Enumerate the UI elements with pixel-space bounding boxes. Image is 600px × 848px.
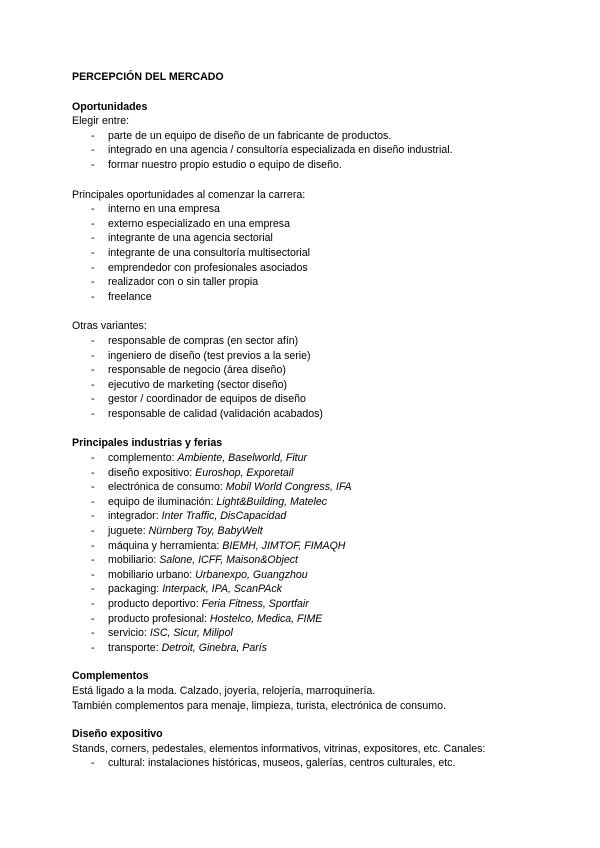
industry-label: packaging:	[108, 583, 160, 596]
bullet-dash: -	[91, 452, 95, 465]
industry-item	[72, 539, 572, 554]
diseno-expositivo-intro: Stands, corners, pedestales, elementos informativos, vitrinas, expositores, etc. Canales:	[72, 742, 486, 755]
bullet-dash: -	[91, 203, 95, 216]
bullet-dash: -	[91, 290, 95, 303]
list-item-text: emprendedor con profesionales asociados	[108, 261, 308, 274]
industry-label: máquina y herramienta:	[108, 539, 220, 552]
list-item	[72, 217, 572, 232]
industry-item	[72, 509, 572, 524]
list-item	[72, 363, 572, 378]
bullet-dash: -	[91, 481, 95, 494]
list-item-text: externo especializado en una empresa	[108, 217, 290, 230]
list-item	[72, 334, 572, 349]
industry-label: diseño expositivo:	[108, 466, 193, 479]
industry-label: complemento:	[108, 452, 175, 465]
intro-otras: Otras variantes:	[72, 320, 147, 333]
bullet-dash: -	[91, 144, 95, 157]
list-item	[72, 275, 572, 290]
complementos-line-2: También complementos para menaje, limpieza, turista, electrónica de consumo.	[72, 699, 446, 712]
intro-elegir: Elegir entre:	[72, 115, 130, 128]
bullet-dash: -	[91, 627, 95, 640]
bullet-dash: -	[91, 612, 95, 625]
list-item-text: responsable de calidad (validación acabados)	[108, 407, 323, 420]
industry-label: integrador:	[108, 510, 159, 523]
list-item-text: responsable de negocio (área diseño)	[108, 364, 286, 377]
industry-examples: Detroit, Ginebra, París	[161, 641, 267, 654]
bullet-dash: -	[91, 334, 95, 347]
list-otras	[72, 334, 572, 422]
industry-label: equipo de iluminación:	[108, 495, 214, 508]
list-diseno-expositivo	[72, 756, 572, 771]
page-title: PERCEPCIÓN DEL MERCADO	[72, 71, 224, 83]
industry-label: juguete:	[108, 525, 146, 538]
list-item	[72, 378, 572, 393]
list-item-text: ejecutivo de marketing (sector diseño)	[108, 378, 288, 391]
bullet-dash: -	[91, 364, 95, 377]
industry-examples: Interpack, IPA, ScanPAck	[162, 583, 282, 596]
section-complementos	[72, 669, 572, 713]
list-item	[72, 158, 572, 173]
list-principales	[72, 202, 572, 304]
list-item	[72, 349, 572, 364]
list-choices	[72, 129, 572, 173]
industry-item	[72, 568, 572, 583]
industry-item	[72, 612, 572, 627]
section-industrias	[72, 436, 572, 655]
industry-item	[72, 641, 572, 656]
bullet-dash: -	[91, 393, 95, 406]
list-industrias	[72, 451, 572, 655]
list-item-text: responsable de compras (en sector afín)	[108, 334, 299, 347]
industry-examples: Hostelco, Medica, FIME	[209, 612, 323, 625]
list-item-text: parte de un equipo de diseño de un fabricante de productos.	[108, 129, 392, 142]
bullet-dash: -	[91, 217, 95, 230]
list-item	[72, 756, 572, 771]
industry-label: transporte:	[108, 641, 159, 654]
list-item	[72, 392, 572, 407]
industry-label: mobiliario urbano:	[108, 568, 193, 581]
bullet-dash: -	[91, 232, 95, 245]
industry-examples: ISC, Sicur, Milipol	[149, 627, 233, 640]
industry-examples: Feria Fitness, Sportfair	[201, 598, 309, 610]
industry-examples: Salone, ICFF, Maison&Object	[159, 554, 298, 567]
industry-item	[72, 495, 572, 510]
bullet-dash: -	[91, 554, 95, 567]
list-item-text: interno en una empresa	[108, 203, 220, 216]
bullet-dash: -	[91, 568, 95, 581]
bullet-dash: -	[91, 510, 95, 523]
industry-item	[72, 597, 572, 612]
list-item	[72, 290, 572, 305]
industry-item	[72, 524, 572, 539]
list-item-text: integrante de una consultoría multisectorial	[108, 246, 310, 259]
heading-diseno-expositivo: Diseño expositivo	[72, 728, 163, 741]
bullet-dash: -	[91, 378, 95, 391]
industry-item	[72, 480, 572, 495]
list-item	[72, 407, 572, 422]
industry-item	[72, 582, 572, 597]
industry-item	[72, 553, 572, 568]
industry-label: electrónica de consumo:	[108, 481, 223, 494]
section-diseno-expositivo	[72, 727, 572, 771]
industry-examples: Inter Traffic, DisCapacidad	[161, 510, 287, 523]
document-page	[72, 70, 572, 771]
heading-oportunidades: Oportunidades	[72, 100, 148, 113]
industry-label: mobiliario:	[108, 554, 157, 567]
industry-examples: Nürnberg Toy, BabyWelt	[148, 525, 263, 538]
list-item	[72, 202, 572, 217]
list-item-text: ingeniero de diseño (test previos a la serie)	[108, 349, 311, 362]
list-item-text: integrado en una agencia / consultoría especializada en diseño industrial.	[108, 144, 453, 157]
bullet-dash: -	[91, 495, 95, 508]
bullet-dash: -	[91, 598, 95, 610]
industry-item	[72, 451, 572, 466]
bullet-dash: -	[91, 525, 95, 538]
bullet-dash: -	[91, 757, 95, 770]
bullet-dash: -	[91, 246, 95, 259]
bullet-dash: -	[91, 276, 95, 289]
industry-examples: Ambiente, Baselworld, Fitur	[177, 452, 308, 465]
list-item-text: freelance	[108, 290, 152, 303]
industry-examples: Light&Building, Matelec	[216, 495, 328, 508]
list-item-text: cultural: instalaciones históricas, museos, galerías, centros culturales, etc.	[108, 757, 456, 770]
industry-label: producto profesional:	[108, 612, 207, 625]
industry-examples: Euroshop, Exporetail	[195, 466, 294, 479]
complementos-line-1: Está ligado a la moda. Calzado, joyería, relojería, marroquinería.	[72, 684, 376, 697]
bullet-dash: -	[91, 158, 95, 171]
heading-industrias: Principales industrias y ferias	[72, 437, 223, 450]
list-item-text: gestor / coordinador de equipos de diseño	[108, 393, 306, 406]
bullet-dash: -	[91, 349, 95, 362]
bullet-dash: -	[91, 129, 95, 142]
bullet-dash: -	[91, 539, 95, 552]
industry-examples: Urbanexpo, Guangzhou	[195, 568, 308, 581]
industry-item	[72, 626, 572, 641]
list-item-text: realizador con o sin taller propia	[108, 276, 259, 289]
list-item	[72, 261, 572, 276]
industry-label: servicio:	[108, 627, 147, 640]
heading-complementos: Complementos	[72, 670, 149, 683]
list-item	[72, 246, 572, 261]
bullet-dash: -	[91, 407, 95, 420]
list-item-text: integrante de una agencia sectorial	[108, 232, 273, 245]
industry-label: producto deportivo:	[108, 598, 199, 610]
list-item	[72, 143, 572, 158]
industry-item	[72, 466, 572, 481]
section-oportunidades	[72, 100, 572, 422]
bullet-dash: -	[91, 466, 95, 479]
bullet-dash: -	[91, 261, 95, 274]
industry-examples: BIEMH, JIMTOF, FIMAQH	[222, 539, 346, 552]
list-item-text: formar nuestro propio estudio o equipo de diseño.	[108, 158, 342, 171]
bullet-dash: -	[91, 641, 95, 654]
list-item	[72, 129, 572, 144]
bullet-dash: -	[91, 583, 95, 596]
list-item	[72, 231, 572, 246]
industry-examples: Mobil World Congress, IFA	[225, 481, 352, 494]
intro-principales: Principales oportunidades al comenzar la carrera:	[72, 188, 306, 201]
